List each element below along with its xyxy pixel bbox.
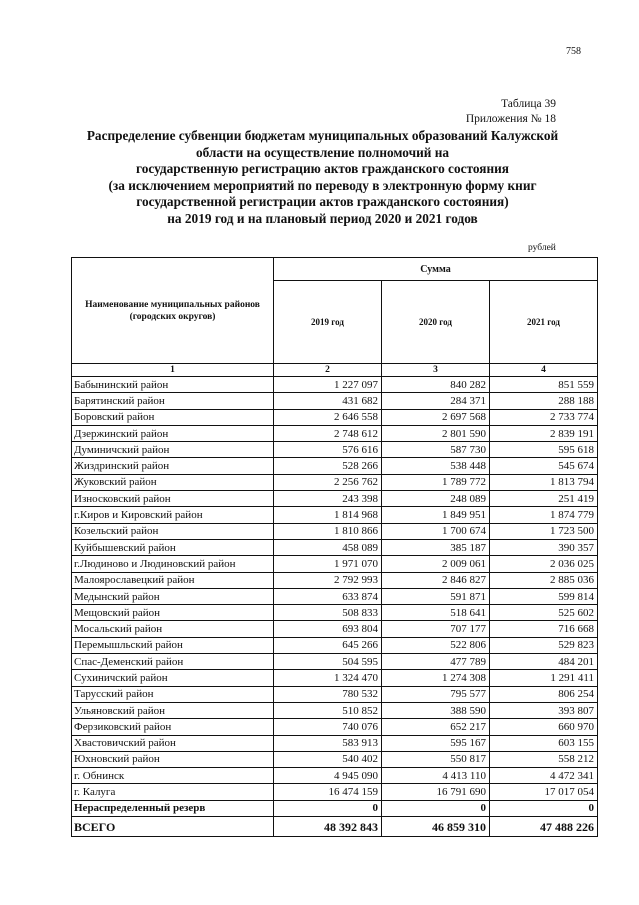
value-2021-cell: 251 419 <box>490 491 598 507</box>
value-2019-cell: 510 852 <box>274 702 382 718</box>
table-row <box>72 719 598 735</box>
value-2019-cell: 633 874 <box>274 588 382 604</box>
district-name-cell: Куйбышевский район <box>72 539 274 555</box>
value-2019-cell: 1 971 070 <box>274 556 382 572</box>
district-name-cell: Барятинский район <box>72 393 274 409</box>
value-2021-cell: 716 668 <box>490 621 598 637</box>
value-2021-cell: 595 618 <box>490 442 598 458</box>
value-2019-cell: 431 682 <box>274 393 382 409</box>
value-2019-cell: 2 256 762 <box>274 474 382 490</box>
value-2021-cell: 1 813 794 <box>490 474 598 490</box>
value-2020-cell: 707 177 <box>382 621 490 637</box>
value-2019-cell: 1 810 866 <box>274 523 382 539</box>
value-2020-cell: 2 009 061 <box>382 556 490 572</box>
column-header-2019: 2019 год <box>274 281 382 364</box>
column-header-sum: Сумма <box>274 258 598 281</box>
value-2019-cell: 540 402 <box>274 751 382 767</box>
value-2020-cell: 595 167 <box>382 735 490 751</box>
district-name-cell: Дзержинский район <box>72 425 274 441</box>
table-row <box>72 523 598 539</box>
value-2021-cell: 1 291 411 <box>490 670 598 686</box>
table-row <box>72 768 598 784</box>
table-row <box>72 670 598 686</box>
district-name-cell: Мещовский район <box>72 605 274 621</box>
table-row <box>72 784 598 800</box>
value-2019-cell: 243 398 <box>274 491 382 507</box>
column-number: 3 <box>382 364 490 377</box>
value-2020-cell: 2 697 568 <box>382 409 490 425</box>
value-2021-cell: 660 970 <box>490 719 598 735</box>
value-2021-cell: 288 188 <box>490 393 598 409</box>
value-2021-cell: 4 472 341 <box>490 768 598 784</box>
value-2021-cell: 484 201 <box>490 654 598 670</box>
value-2021-cell: 17 017 054 <box>490 784 598 800</box>
value-2020-cell: 840 282 <box>382 377 490 393</box>
value-2020-cell: 1 700 674 <box>382 523 490 539</box>
value-2021-cell: 1 723 500 <box>490 523 598 539</box>
value-2021-cell: 851 559 <box>490 377 598 393</box>
district-name-cell: Юхновский район <box>72 751 274 767</box>
table-row <box>72 605 598 621</box>
district-name-cell: Нераспределенный резерв <box>72 800 274 816</box>
value-2021-cell: 1 874 779 <box>490 507 598 523</box>
district-name-cell: Тарусский район <box>72 686 274 702</box>
table-row <box>72 491 598 507</box>
table-row <box>72 817 598 837</box>
value-2021-cell: 806 254 <box>490 686 598 702</box>
value-2020-cell: 46 859 310 <box>382 817 490 837</box>
value-2020-cell: 591 871 <box>382 588 490 604</box>
value-2019-cell: 0 <box>274 800 382 816</box>
page-number: 758 <box>566 46 581 57</box>
value-2019-cell: 583 913 <box>274 735 382 751</box>
title-line: области на осуществление полномочий на <box>195 144 450 160</box>
document-title <box>70 128 575 228</box>
column-number: 2 <box>274 364 382 377</box>
value-2020-cell: 550 817 <box>382 751 490 767</box>
value-2019-cell: 2 646 558 <box>274 409 382 425</box>
value-2020-cell: 652 217 <box>382 719 490 735</box>
value-2021-cell: 529 823 <box>490 637 598 653</box>
value-2019-cell: 16 474 159 <box>274 784 382 800</box>
value-2020-cell: 16 791 690 <box>382 784 490 800</box>
column-number: 1 <box>72 364 274 377</box>
district-name-cell: Ульяновский район <box>72 702 274 718</box>
table-body <box>72 377 598 837</box>
value-2020-cell: 587 730 <box>382 442 490 458</box>
table-row <box>72 442 598 458</box>
value-2020-cell: 1 274 308 <box>382 670 490 686</box>
value-2021-cell: 599 814 <box>490 588 598 604</box>
subvention-table <box>71 257 598 837</box>
value-2019-cell: 48 392 843 <box>274 817 382 837</box>
value-2021-cell: 525 602 <box>490 605 598 621</box>
table-row <box>72 621 598 637</box>
district-name-cell: Бабынинский район <box>72 377 274 393</box>
value-2020-cell: 477 789 <box>382 654 490 670</box>
value-2020-cell: 1 789 772 <box>382 474 490 490</box>
table-row <box>72 800 598 816</box>
district-name-cell: Малоярославецкий район <box>72 572 274 588</box>
value-2021-cell: 2 733 774 <box>490 409 598 425</box>
value-2020-cell: 538 448 <box>382 458 490 474</box>
table-row <box>72 588 598 604</box>
district-name-cell: Спас-Деменский район <box>72 654 274 670</box>
value-2019-cell: 740 076 <box>274 719 382 735</box>
value-2020-cell: 2 846 827 <box>382 572 490 588</box>
title-line: Распределение субвенции бюджетам муниципальных образований Калужской <box>86 128 559 143</box>
value-2019-cell: 508 833 <box>274 605 382 621</box>
table-row <box>72 377 598 393</box>
value-2019-cell: 576 616 <box>274 442 382 458</box>
district-name-cell: Думиничский район <box>72 442 274 458</box>
title-line: на 2019 год и на плановый период 2020 и 2021 годов <box>167 210 478 226</box>
value-2019-cell: 1 814 968 <box>274 507 382 523</box>
district-name-cell: Козельский район <box>72 523 274 539</box>
table-row <box>72 425 598 441</box>
value-2021-cell: 2 839 191 <box>490 425 598 441</box>
value-2020-cell: 4 413 110 <box>382 768 490 784</box>
value-2019-cell: 2 748 612 <box>274 425 382 441</box>
value-2020-cell: 2 801 590 <box>382 425 490 441</box>
value-2019-cell: 458 089 <box>274 539 382 555</box>
value-2019-cell: 1 324 470 <box>274 670 382 686</box>
value-2020-cell: 1 849 951 <box>382 507 490 523</box>
table-row <box>72 637 598 653</box>
value-2020-cell: 388 590 <box>382 702 490 718</box>
table-row <box>72 393 598 409</box>
district-name-cell: г. Калуга <box>72 784 274 800</box>
value-2020-cell: 385 187 <box>382 539 490 555</box>
value-2019-cell: 1 227 097 <box>274 377 382 393</box>
district-name-cell: ВСЕГО <box>72 817 274 837</box>
value-2020-cell: 522 806 <box>382 637 490 653</box>
table-row <box>72 751 598 767</box>
district-name-cell: Хвастовичский район <box>72 735 274 751</box>
value-2019-cell: 4 945 090 <box>274 768 382 784</box>
units-label: рублей <box>528 243 556 253</box>
district-name-cell: Жуковский район <box>72 474 274 490</box>
table-row <box>72 654 598 670</box>
district-name-cell: Ферзиковский район <box>72 719 274 735</box>
district-name-cell: г.Киров и Кировский район <box>72 507 274 523</box>
title-line: государственной регистрации актов гражданского состояния) <box>136 194 509 210</box>
district-name-cell: Жиздринский район <box>72 458 274 474</box>
column-header-2021: 2021 год <box>490 281 598 364</box>
value-2020-cell: 0 <box>382 800 490 816</box>
column-header-2020: 2020 год <box>382 281 490 364</box>
table-row <box>72 686 598 702</box>
district-name-cell: Перемышльский район <box>72 637 274 653</box>
value-2021-cell: 558 212 <box>490 751 598 767</box>
table-row <box>72 556 598 572</box>
district-name-cell: Износковский район <box>72 491 274 507</box>
district-name-cell: Мосальский район <box>72 621 274 637</box>
table-row <box>72 735 598 751</box>
district-name-cell: Медынский район <box>72 588 274 604</box>
value-2021-cell: 603 155 <box>490 735 598 751</box>
value-2021-cell: 0 <box>490 800 598 816</box>
table-row <box>72 539 598 555</box>
value-2021-cell: 47 488 226 <box>490 817 598 837</box>
title-line: (за исключением мероприятий по переводу в электронную форму книг <box>108 177 537 193</box>
value-2019-cell: 2 792 993 <box>274 572 382 588</box>
value-2021-cell: 393 807 <box>490 702 598 718</box>
column-number: 4 <box>490 364 598 377</box>
value-2019-cell: 780 532 <box>274 686 382 702</box>
district-name-cell: Боровский район <box>72 409 274 425</box>
value-2020-cell: 795 577 <box>382 686 490 702</box>
table-row <box>72 458 598 474</box>
column-header-name: Наименование муниципальных районов (городских округов) <box>72 258 274 364</box>
table-label: Таблица 39 <box>501 98 556 110</box>
appendix-label: Приложения № 18 <box>465 113 556 125</box>
value-2021-cell: 390 357 <box>490 539 598 555</box>
title-line: государственную регистрацию актов гражданского состояния <box>136 161 509 177</box>
value-2020-cell: 248 089 <box>382 491 490 507</box>
table-row <box>72 572 598 588</box>
district-name-cell: Сухиничский район <box>72 670 274 686</box>
value-2019-cell: 645 266 <box>274 637 382 653</box>
value-2019-cell: 693 804 <box>274 621 382 637</box>
district-name-cell: г.Людиново и Людиновский район <box>72 556 274 572</box>
value-2019-cell: 528 266 <box>274 458 382 474</box>
table-row <box>72 507 598 523</box>
table-row <box>72 702 598 718</box>
value-2021-cell: 2 885 036 <box>490 572 598 588</box>
value-2021-cell: 2 036 025 <box>490 556 598 572</box>
table-row <box>72 409 598 425</box>
value-2020-cell: 284 371 <box>382 393 490 409</box>
district-name-cell: г. Обнинск <box>72 768 274 784</box>
value-2019-cell: 504 595 <box>274 654 382 670</box>
table-row <box>72 474 598 490</box>
value-2020-cell: 518 641 <box>382 605 490 621</box>
value-2021-cell: 545 674 <box>490 458 598 474</box>
